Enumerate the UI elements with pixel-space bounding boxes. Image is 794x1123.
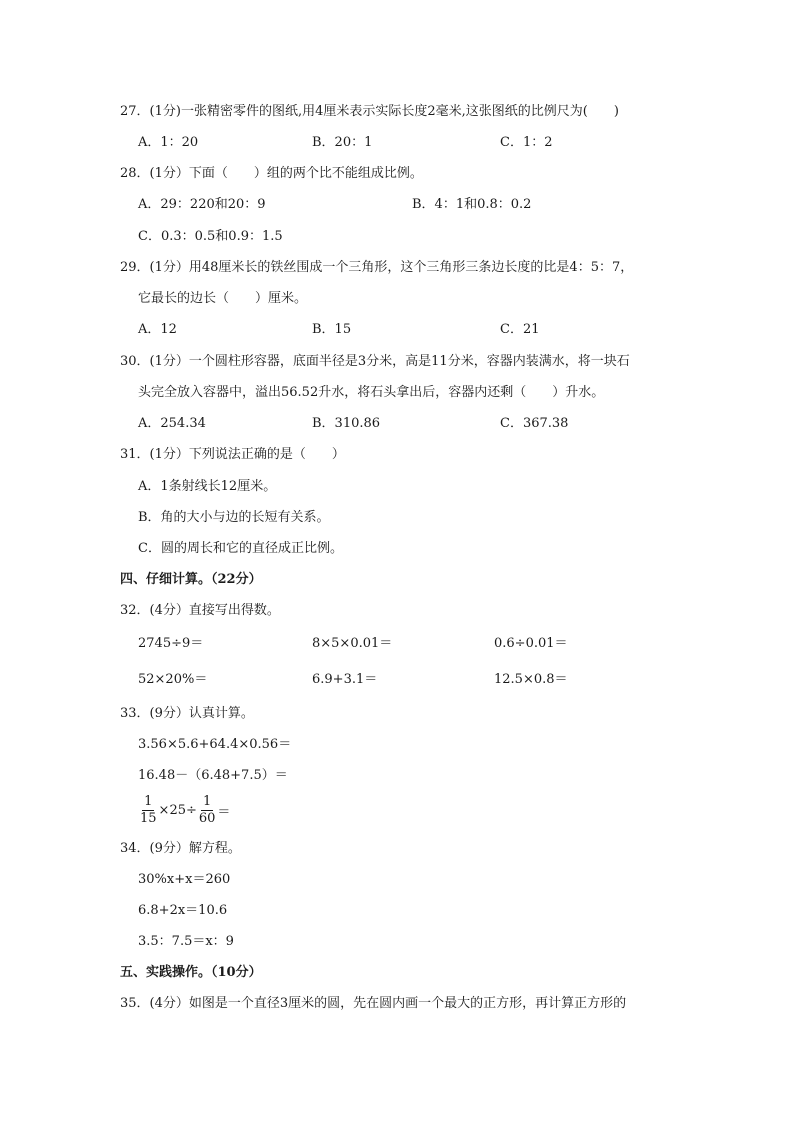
question-35: 35．(4分）如图是一个直径3厘米的圆，先在圆内画一个最大的正方形，再计算正方形的 (120, 996, 627, 1011)
fraction-1-15 (138, 794, 159, 827)
question-31: 31．(1分）下列说法正确的是（ ） (120, 447, 345, 462)
q32-item-3: 0.6÷0.01＝ (494, 636, 568, 651)
question-27: 27．(1分)一张精密零件的图纸,用4厘米表示实际长度2毫米,这张图纸的比例尺为( ) (120, 104, 619, 119)
q32-item-2: 8×5×0.01＝ (312, 636, 393, 651)
q29-option-a: A．12 (138, 322, 177, 337)
q34-item-2: 6.8+2x＝10.6 (138, 903, 228, 918)
expression-operator: ×25÷ (158, 803, 197, 818)
q29-option-b: B．15 (312, 322, 352, 337)
question-29-line-2: 它最长的边长（ ）厘米。 (138, 291, 308, 306)
q32-item-5: 6.9+3.1＝ (312, 672, 378, 687)
question-28: 28．(1分）下面（ ）组的两个比不能组成比例。 (120, 166, 423, 181)
question-30-line-2: 头完全放入容器中，溢出56.52升水，将石头拿出后，容器内还剩（ ）升水。 (138, 385, 605, 400)
q30-option-a: A．254.34 (138, 416, 206, 431)
q33-item-1: 3.56×5.6+64.4×0.56＝ (138, 737, 292, 752)
q28-option-b: B．4：1和0.8：0.2 (412, 197, 532, 212)
q27-option-a: A．1：20 (138, 135, 199, 150)
question-30-line-1: 30．(1分）一个圆柱形容器，底面半径是3分米，高是11分米，容器内装满水，将一块石 (120, 354, 630, 369)
q34-item-3: 3.5：7.5＝x：9 (138, 934, 234, 949)
q33-item-2: 16.48－（6.48+7.5）＝ (138, 768, 288, 783)
q27-option-c: C．1：2 (500, 135, 553, 150)
fraction-denominator: 60 (198, 811, 216, 826)
question-33: 33．(9分）认真计算。 (120, 706, 254, 721)
question-32: 32．(4分）直接写出得数。 (120, 603, 280, 618)
q29-option-c: C．21 (500, 322, 540, 337)
q28-option-a: A．29：220和20：9 (138, 197, 266, 212)
question-29-line-1: 29．(1分）用48厘米长的铁丝围成一个三角形，这个三角形三条边长度的比是4：5：7， (120, 260, 634, 275)
section-5-heading: 五、实践操作。（10分） (120, 965, 262, 980)
q32-item-1: 2745÷9＝ (138, 636, 204, 651)
q28-option-c: C．0.3：0.5和0.9：1.5 (138, 229, 283, 244)
q32-item-6: 12.5×0.8＝ (494, 672, 568, 687)
q27-option-b: B．20：1 (312, 135, 373, 150)
fraction-1-60 (197, 794, 218, 827)
q32-item-4: 52×20%＝ (138, 672, 208, 687)
fraction-numerator: 1 (144, 794, 153, 809)
section-4-heading: 四、仔细计算。（22分） (120, 572, 262, 587)
question-34: 34．(9分）解方程。 (120, 841, 241, 856)
q30-option-c: C．367.38 (500, 416, 569, 431)
q30-option-b: B．310.86 (312, 416, 381, 431)
q31-option-c: C．圆的周长和它的直径成正比例。 (138, 541, 343, 556)
q34-item-1: 30%x+x＝260 (138, 872, 231, 887)
fraction-numerator: 1 (203, 794, 212, 809)
q33-fraction-expression (138, 794, 230, 827)
q31-option-b: B．角的大小与边的长短有关系。 (138, 510, 330, 525)
q31-option-a: A．1条射线长12厘米。 (138, 479, 277, 494)
equals-sign: ＝ (217, 805, 231, 820)
fraction-denominator: 15 (140, 811, 157, 826)
